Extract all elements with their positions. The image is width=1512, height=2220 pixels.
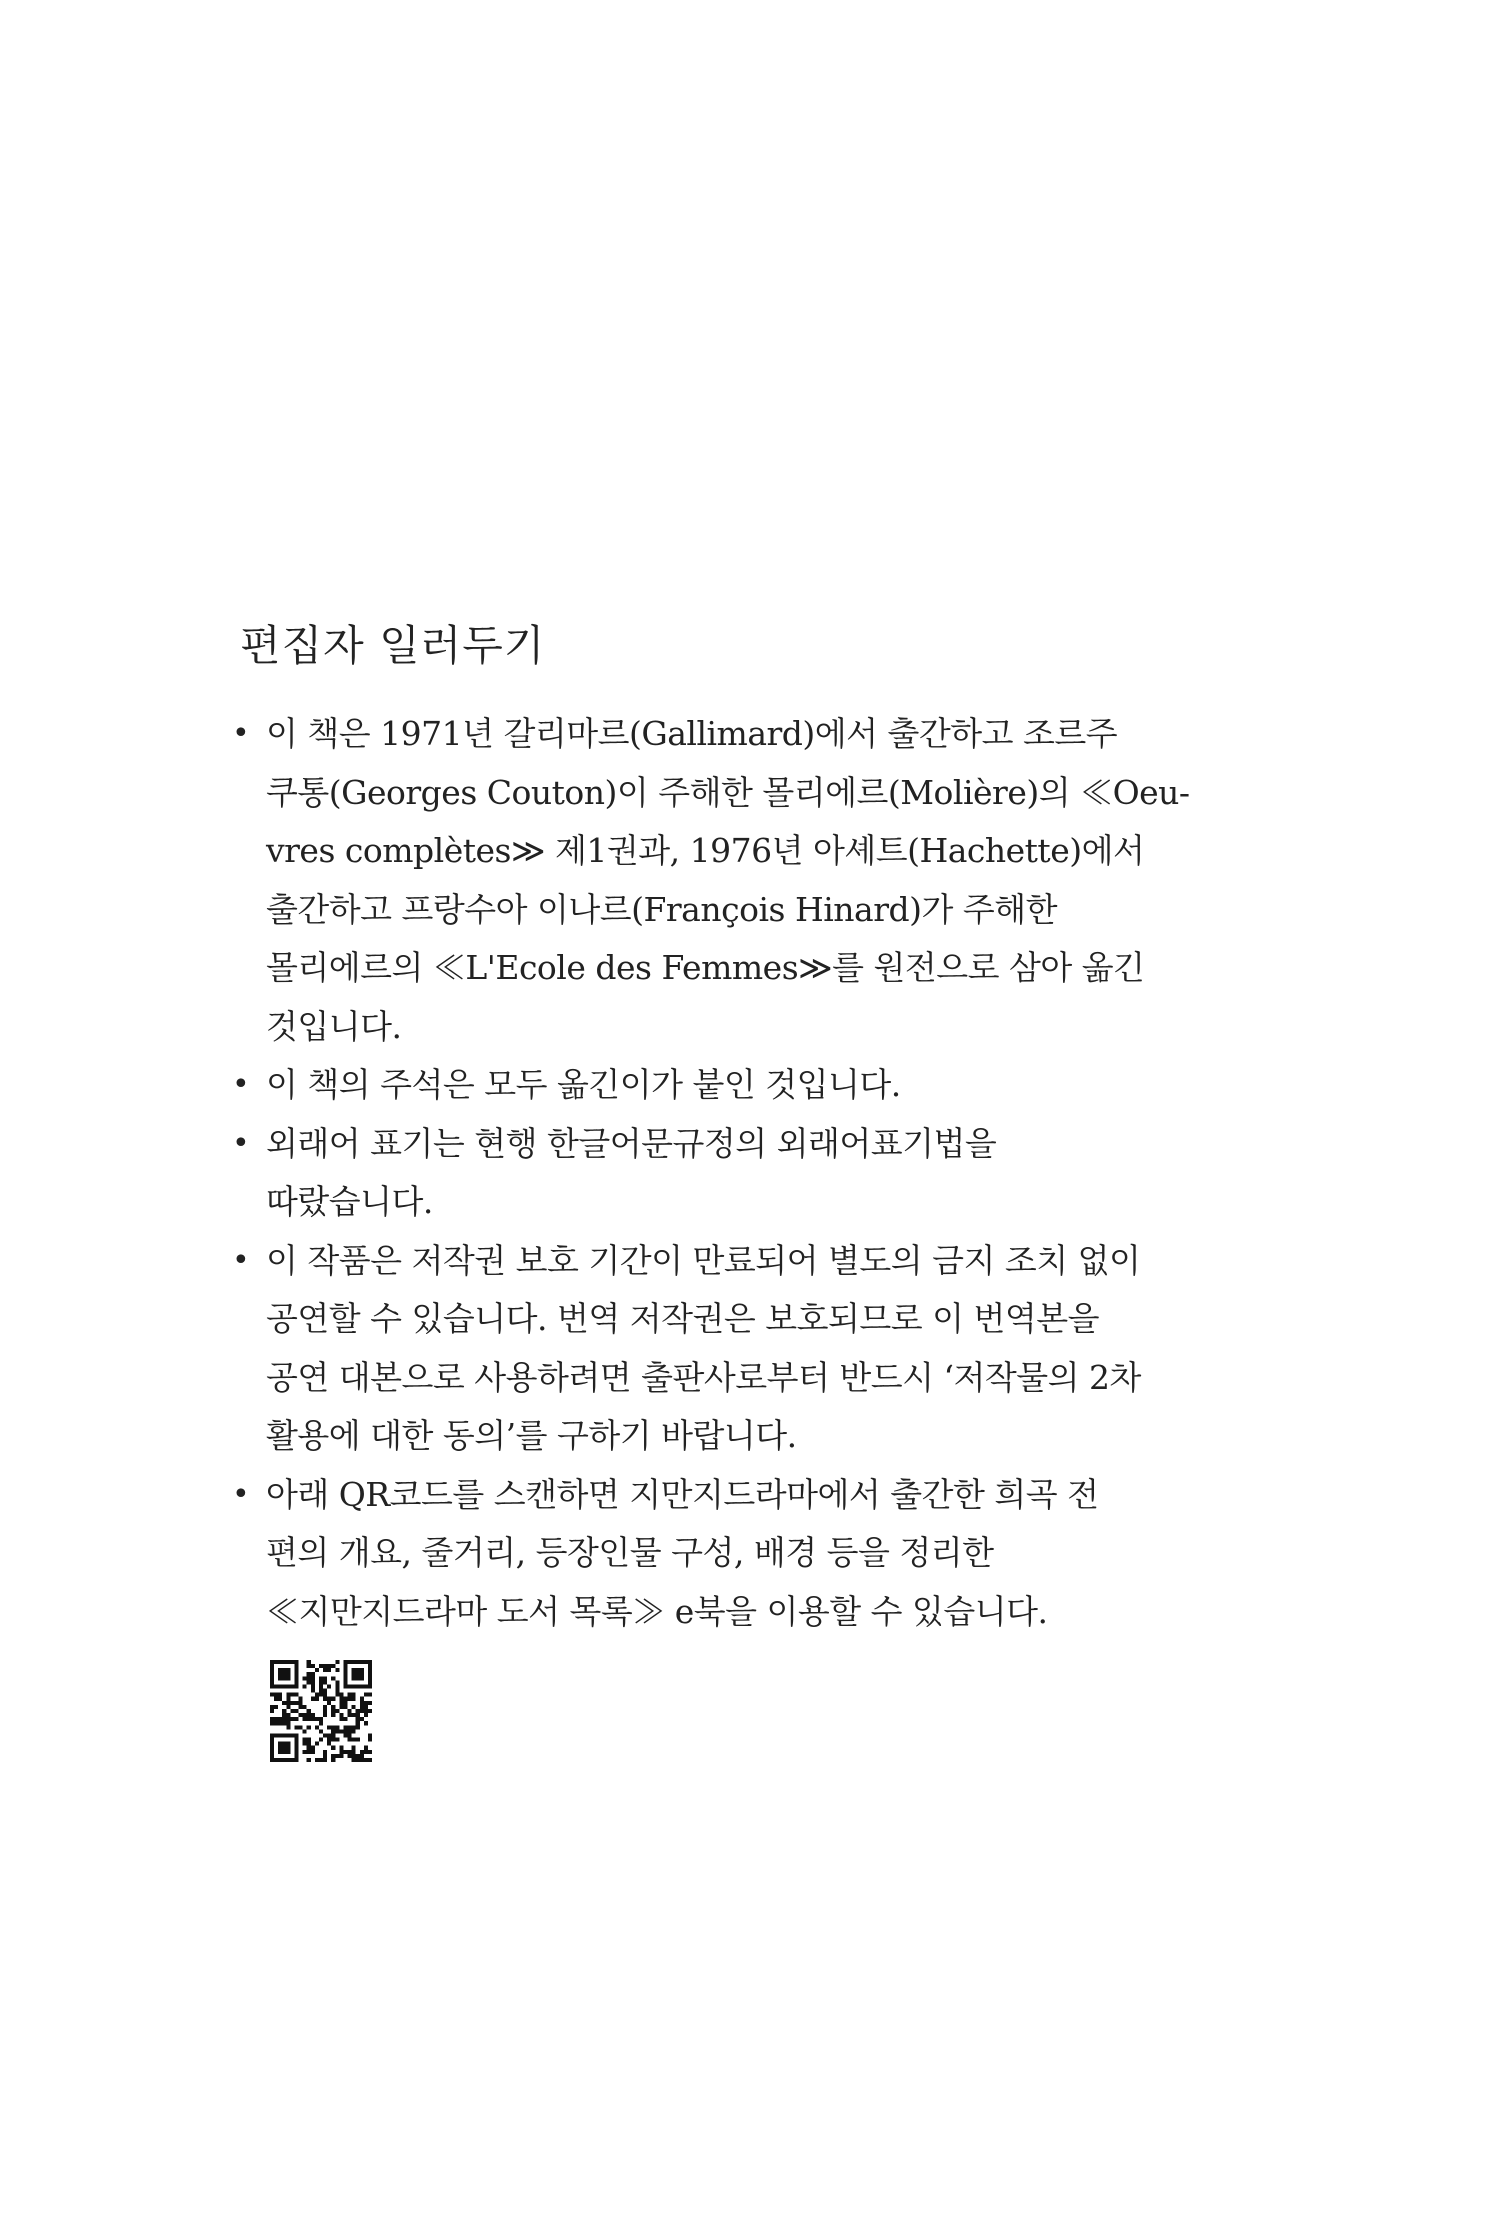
note-line: 이 책의 주석은 모두 옮긴이가 붙인 것입니다. xyxy=(266,1065,901,1104)
note-line: 이 책은 1971년 갈리마르(Gallimard)에서 출간하고 조르주 xyxy=(266,714,1118,753)
notes-list xyxy=(232,705,1212,1641)
bullet: • xyxy=(232,1067,250,1102)
bullet: • xyxy=(232,716,250,751)
note-line: 아래 QR코드를 스캔하면 지만지드라마에서 출간한 희곡 전 xyxy=(266,1474,1099,1514)
list-item xyxy=(232,1115,1212,1232)
note-line: 따랐습니다. xyxy=(266,1182,433,1221)
bullet: • xyxy=(232,1125,250,1161)
note-line: 편의 개요, 줄거리, 등장인물 구성, 배경 등을 정리한 xyxy=(266,1533,994,1572)
note-line: 것입니다. xyxy=(266,1006,402,1046)
list-item xyxy=(232,1056,1212,1115)
qr-code-icon xyxy=(270,1660,372,1762)
list-item xyxy=(232,1466,1212,1642)
page-title: 편집자 일러두기 xyxy=(240,621,546,670)
list-item xyxy=(232,1232,1212,1466)
note-line: 출간하고 프랑수아 이나르(François Hinard)가 주해한 xyxy=(266,889,1057,929)
note-line: 공연할 수 있습니다. 번역 저작권은 보호되므로 이 번역본을 xyxy=(266,1299,1099,1338)
note-line: 이 작품은 저작권 보호 기간이 만료되어 별도의 금지 조치 없이 xyxy=(266,1240,1141,1280)
note-line: 외래어 표기는 현행 한글어문규정의 외래어표기법을 xyxy=(266,1123,997,1163)
note-line: 공연 대본으로 사용하려면 출판사로부터 반드시 ‘저작물의 2차 xyxy=(266,1357,1141,1397)
note-line: 쿠통(Georges Couton)이 주해한 몰리에르(Molière)의 ≪Oeu- xyxy=(266,772,1190,812)
note-line: 활용에 대한 동의’를 구하기 바랍니다. xyxy=(266,1416,797,1455)
list-item xyxy=(232,705,1212,1056)
note-line: vres complètes≫ 제1권과, 1976년 아셰트(Hachette)에서 xyxy=(266,831,1145,870)
bullet: • xyxy=(232,1476,250,1512)
note-line: 몰리에르의 ≪L'Ecole des Femmes≫를 원전으로 삼아 옮긴 xyxy=(266,948,1145,987)
note-line: ≪지만지드라마 도서 목록≫ e북을 이용할 수 있습니다. xyxy=(266,1591,1048,1631)
bullet: • xyxy=(232,1242,250,1278)
